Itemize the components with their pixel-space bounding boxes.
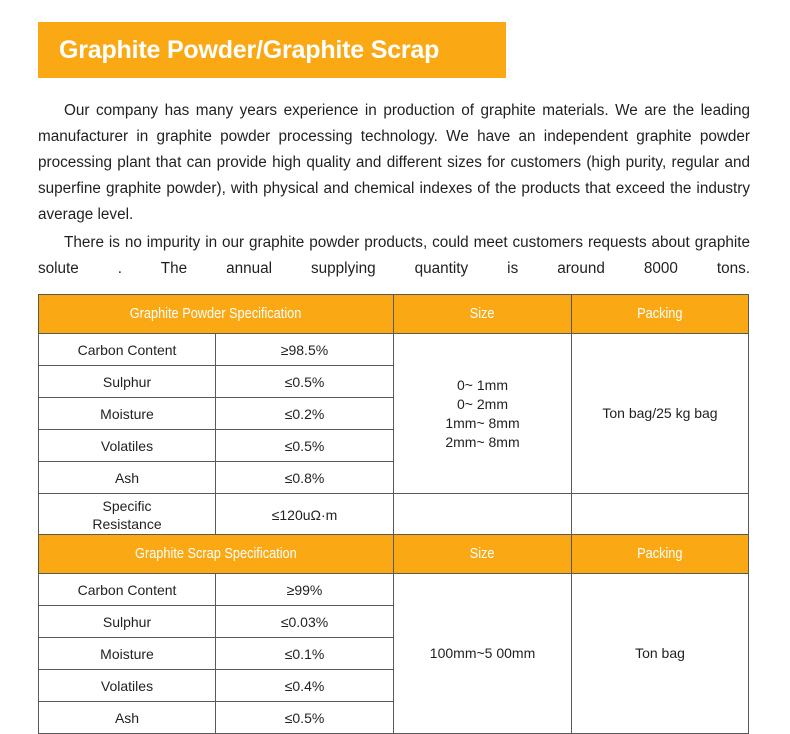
packing-cell-empty: [572, 494, 749, 537]
header-specification-label: Graphite Scrap Specification: [135, 546, 297, 562]
spec-name: Volatiles: [39, 430, 216, 462]
spec-value: ≤0.1%: [216, 638, 394, 670]
table-row: [39, 574, 749, 606]
spec-name: Moisture: [39, 398, 216, 430]
size-line-1: 100mm~5 00mm: [429, 645, 536, 661]
table-header-row: [39, 535, 749, 574]
spec-name: [39, 494, 216, 537]
spec-name: Ash: [39, 462, 216, 494]
header-size-label: Size: [470, 546, 495, 562]
header-size-label: Size: [470, 306, 495, 322]
spec-value: ≤0.5%: [216, 430, 394, 462]
spec-name: Sulphur: [39, 606, 216, 638]
graphite-scrap-spec-table: [38, 534, 749, 734]
header-packing: [572, 295, 749, 334]
size-line-3: 1mm~ 8mm: [445, 414, 520, 431]
graphite-powder-spec-table: [38, 294, 749, 537]
size-cell: [394, 334, 572, 494]
header-specification: [39, 535, 394, 574]
spec-name-line-2: Resistance: [92, 516, 162, 532]
spec-name: Carbon Content: [39, 574, 216, 606]
spec-value: ≤0.8%: [216, 462, 394, 494]
spec-value: ≤120uΩ·m: [216, 494, 394, 537]
spec-value: ≥99%: [216, 574, 394, 606]
spec-value: ≤0.5%: [216, 366, 394, 398]
packing-cell: Ton bag: [572, 574, 749, 734]
packing-cell: Ton bag/25 kg bag: [572, 334, 749, 494]
intro-paragraph-2: There is no impurity in our graphite powder products, could meet customers requests about graphite solute . The annual supplying quantity is around 8000 tons.: [38, 234, 750, 277]
table-row: [39, 334, 749, 366]
spec-name-line-1: Specific: [102, 498, 152, 514]
header-specification: [39, 295, 394, 334]
page-title-banner: [38, 22, 506, 78]
spec-value: ≤0.03%: [216, 606, 394, 638]
size-cell-empty: [394, 494, 572, 537]
spec-name: Volatiles: [39, 670, 216, 702]
spec-value: ≤0.2%: [216, 398, 394, 430]
spec-name: Moisture: [39, 638, 216, 670]
table-row: [39, 494, 749, 537]
spec-value: ≥98.5%: [216, 334, 394, 366]
header-packing-label: Packing: [637, 546, 683, 562]
spec-name: Sulphur: [39, 366, 216, 398]
header-packing: [572, 535, 749, 574]
spec-value: ≤0.5%: [216, 702, 394, 734]
intro-paragraph-1: Our company has many years experience in production of graphite materials. We are the leading manufacturer in graphite powder processing technology. We have an independent graphite powder processing plant that can provide high quality and different sizes for customers (high purity, regular and superfine graphite powder), with physical and chemical indexes of the products that exceed the industry average level.: [38, 102, 750, 223]
spec-name: Ash: [39, 702, 216, 734]
page-title: Graphite Powder/Graphite Scrap: [59, 35, 440, 64]
spec-value: ≤0.4%: [216, 670, 394, 702]
header-specification-label: Graphite Powder Specification: [130, 306, 302, 322]
header-size: [394, 295, 572, 334]
size-line-4: 2mm~ 8mm: [445, 433, 520, 450]
header-size: [394, 535, 572, 574]
size-cell: [394, 574, 572, 734]
size-line-1: 0~ 1mm: [457, 376, 508, 393]
intro-text-block: [38, 98, 750, 308]
table-header-row: [39, 295, 749, 334]
header-packing-label: Packing: [637, 306, 683, 322]
spec-name: Carbon Content: [39, 334, 216, 366]
size-line-2: 0~ 2mm: [457, 395, 508, 412]
